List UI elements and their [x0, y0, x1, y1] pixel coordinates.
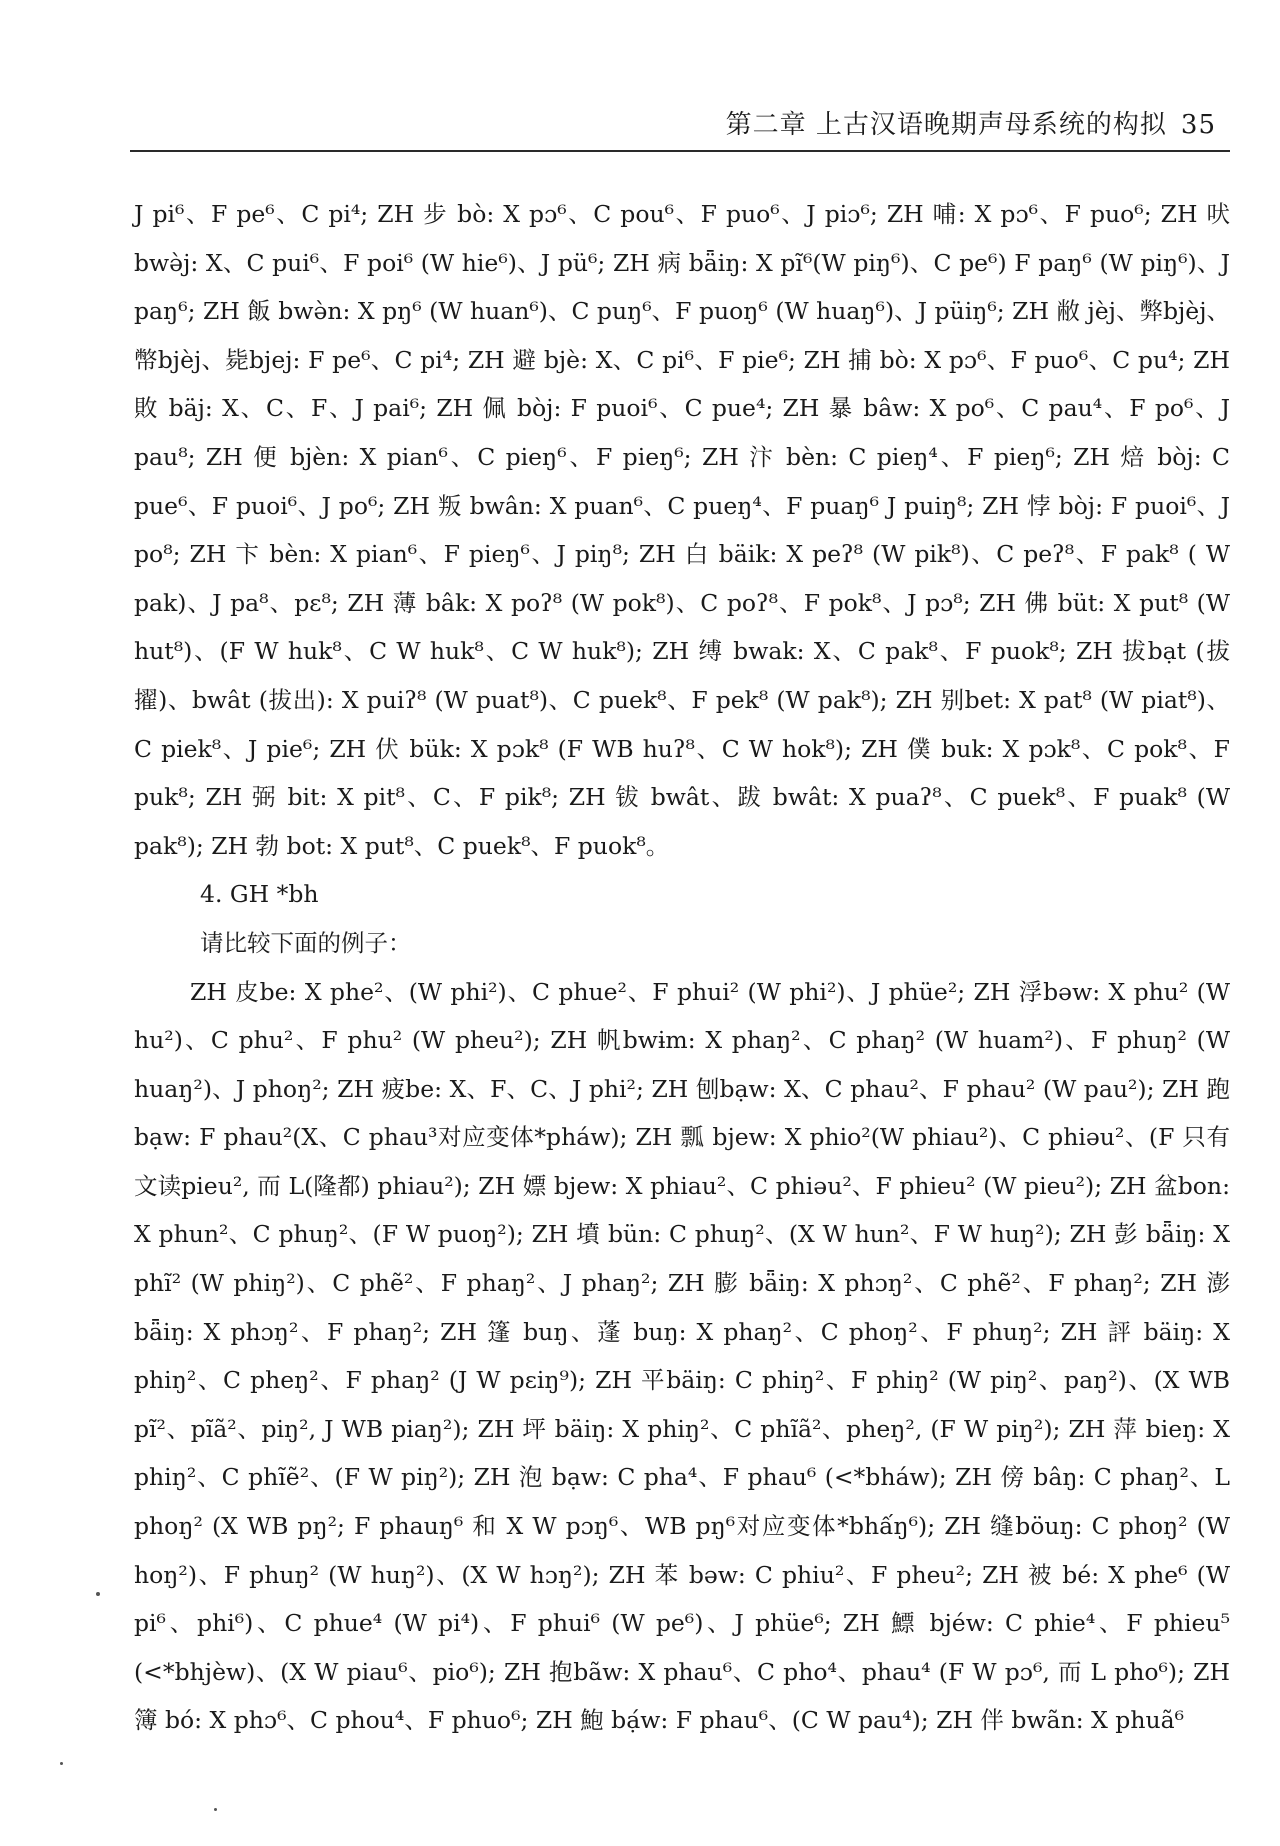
- header-rule: [130, 150, 1230, 152]
- scan-speck: [96, 1592, 100, 1596]
- scan-speck: [60, 1762, 63, 1765]
- chapter-title: 第二章 上古汉语晚期声母系统的构拟: [725, 110, 1167, 140]
- scan-speck: [214, 1808, 217, 1811]
- section-heading: 4. GH *bh: [200, 880, 319, 909]
- body-text: [134, 190, 1230, 1745]
- intro-sentence: 请比较下面的例子：: [200, 928, 412, 957]
- continued-paragraph: J pi⁶、F pe⁶、C pi⁴; ZH 步 bò: X pɔ⁶、C pou⁶、F puo⁶、J piɔ⁶; ZH 哺: X pɔ⁶、F puo⁶; ZH 吠 bwə̀j: X、C pui⁶、F poi⁶ (W hie⁶)、J pü⁶; ZH 病 bǟiŋ: X pĩ⁶(W piŋ⁶)、C pe⁶) F paŋ⁶ (W piŋ⁶)、J paŋ⁶; ZH 飯 bwə̀n: X pŋ⁶ (W huan⁶)、C puŋ⁶、F puoŋ⁶ (W huaŋ⁶)、J püiŋ⁶; ZH 敝 jèj、弊bjèj、幣bjèj、毙bjej: F pe⁶、C pi⁴; ZH 避 bjè: X、C pi⁶、F pie⁶; ZH 捕 bò: X pɔ⁶、F puo⁶、C pu⁴; ZH 敗 bäj: X、C、F、J pai⁶; ZH 佩 bòj: F puoi⁶、C pue⁴; ZH 暴 bâw: X po⁶、C pau⁴、F po⁶、J pau⁸; ZH 便 bjèn: X pian⁶、C pieŋ⁶、F pieŋ⁶; ZH 汴 bèn: C pieŋ⁴、F pieŋ⁶; ZH 焙 bòj: C pue⁶、F puoi⁶、J po⁶; ZH 叛 bwân: X puan⁶、C pueŋ⁴、F puaŋ⁶ J puiŋ⁸; ZH 悖 bòj: F puoi⁶、J po⁸; ZH 卞 bèn: X pian⁶、F pieŋ⁶、J piŋ⁸; ZH 白 bäik: X peʔ⁸ (W pik⁸)、C peʔ⁸、F pak⁸ ( W pak)、J pa⁸、pɛ⁸; ZH 薄 bâk: X poʔ⁸ (W pok⁸)、C poʔ⁸、F pok⁸、J pɔ⁸; ZH 佛 büt: X put⁸ (W hut⁸)、(F W huk⁸、C W huk⁸、C W huk⁸); ZH 缚 bwak: X、C pak⁸、F puok⁸; ZH 拔bạt (拔擢)、bwât (拔出): X puiʔ⁸ (W puat⁸)、C puek⁸、F pek⁸ (W pak⁸); ZH 别bet: X pat⁸ (W piat⁸)、C piek⁸、J pie⁶; ZH 伏 bük: X pɔk⁸ (F WB huʔ⁸、C W hok⁸); ZH 僕 buk: X pɔk⁸、C pok⁸、F puk⁸; ZH 弼 bit: X pit⁸、C、F pik⁸; ZH 钹 bwât、跋 bwât: X puaʔ⁸、C puek⁸、F puak⁸ (W pak⁸); ZH 勃 bot: X put⁸、C puek⁸、F puok⁸。: [134, 200, 1230, 860]
- running-head: [726, 104, 1216, 141]
- examples-paragraph: ZH 皮be: X phe²、(W phi²)、C phue²、F phui² (W phi²)、J phüe²; ZH 浮bəw: X phu² (W hu²)、C phu²、F phu² (W pheu²); ZH 帆bwɨm: X phaŋ²、C phaŋ² (W huam²)、F phuŋ² (W huaŋ²)、J phoŋ²; ZH 疲be: X、F、C、J phi²; ZH 刨bạw: X、C phau²、F phau² (W pau²); ZH 跑 bạw: F phau²(X、C phau³对应变体*pháw); ZH 瓢 bjew: X phio²(W phiau²)、C phiəu²、(F 只有文读pieu², 而 L(隆都) phiau²); ZH 嫖 bjew: X phiau²、C phiəu²、F phieu² (W pieu²); ZH 盆bon: X phun²、C phuŋ²、(F W puoŋ²); ZH 墳 bün: C phuŋ²、(X W hun²、F W huŋ²); ZH 彭 bǟiŋ: X phĩ² (W phiŋ²)、C phẽ²、F phaŋ²、J phaŋ²; ZH 膨 bǟiŋ: X phɔŋ²、C phẽ²、F phaŋ²; ZH 澎 bǟiŋ: X phɔŋ²、F phaŋ²; ZH 篷 buŋ、蓬 buŋ: X phaŋ²、C phoŋ²、F phuŋ²; ZH 評 bäiŋ: X phiŋ²、C pheŋ²、F phaŋ² (J W pɛiŋ⁹); ZH 平bäiŋ: C phiŋ²、F phiŋ² (W piŋ²、paŋ²)、(X WB pĩ²、pĩã²、piŋ², J WB piaŋ²); ZH 坪 bäiŋ: X phiŋ²、C phĩã²、pheŋ², (F W piŋ²); ZH 萍 bieŋ: X phiŋ²、C phĩẽ²、(F W piŋ²); ZH 泡 bạw: C pha⁴、F phau⁶ (<*bháw); ZH 傍 bâŋ: C phaŋ²、L phoŋ² (X WB pŋ²; F phauŋ⁶ 和 X W pɔŋ⁶、WB pŋ⁶对应变体*bhấŋ⁶); ZH 缝böuŋ: C phoŋ² (W hoŋ²)、F phuŋ² (W huŋ²)、(X W hɔŋ²); ZH 苯 bəw: C phiu²、F pheu²; ZH 被 bé: X phe⁶ (W pi⁶、phi⁶)、C phue⁴ (W pi⁴)、F phui⁶ (W pe⁶)、J phüe⁶; ZH 鰾 bjéw: C phie⁴、F phieu⁵ (<*bhjèw)、(X W piau⁶、pio⁶); ZH 抱bãw: X phau⁶、C pho⁴、phau⁴ (F W pɔ⁶, 而 L pho⁶); ZH 簿 bó: X phɔ⁶、C phou⁴、F phuo⁶; ZH 鮑 bạ́w: F phau⁶、(C W pau⁴); ZH 伴 bwãn: X phuã⁶: [134, 977, 1230, 1735]
- page-number: 35: [1180, 110, 1216, 140]
